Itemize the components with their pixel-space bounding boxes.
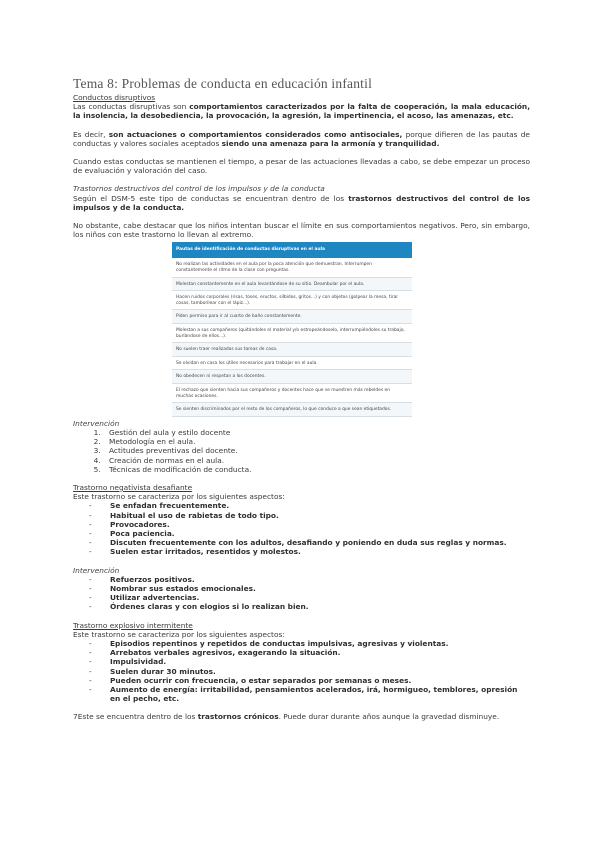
list-item: - Arrebatos verbales agresivos, exagerando la situación.	[89, 648, 530, 657]
table-row: Hacen ruidos corporales (risas, toses, eructos, silbidos, gritos...) y con objetos (golpear la mesa, tirar cosas, tamborilear con el lápiz...).	[172, 291, 412, 310]
paragraph-dsm5: Según el DSM-5 este tipo de conductas se encuentran dentro de los trastornos destructivos del control de los impulsos y de la conducta.	[73, 193, 530, 212]
section-heading-negativista: Trastorno negativista desafiante	[73, 482, 193, 492]
negativista-intro: Este trastorno se caracteriza por los siguientes aspectos:	[73, 492, 285, 502]
list-item: 5. Técnicas de modificación de conducta.	[103, 465, 530, 474]
list-item: 4. Creación de normas en el aula.	[103, 456, 530, 465]
table-row: Se olvidan en casa los útiles necesarios para trabajar en el aula.	[172, 357, 412, 371]
list-item: - Utilizar advertencias.	[89, 593, 530, 602]
table-row: Molestan constantemente en el aula levantándose de su sitio. Deambular por el aula.	[172, 278, 412, 292]
section-heading-explosivo: Trastorno explosivo intermitente	[73, 620, 193, 630]
table-row: No realizan las actividades en el aula por la poca atención que demuestran. Interrumpen constantemente el ritmo de la clase con preguntas.	[172, 258, 412, 277]
paragraph-no-obstante: No obstante, cabe destacar que los niños intentan buscar el límite en sus comportamientos negativos. Pero, sin embargo, los niños con este trastorno lo llevan al extremo.	[73, 221, 530, 240]
page-title: Tema 8: Problemas de conducta en educación infantil	[73, 76, 373, 91]
list-item: - Suelen estar irritados, resentidos y molestos.	[89, 547, 530, 556]
subheading-trastornos-destructivos: Trastornos destructivos del control de los impulsos y de la conducta	[73, 184, 325, 194]
list-item: - Discuten frecuentemente con los adultos, desafiando y poniendo en duda sus reglas y normas.	[89, 538, 530, 547]
list-item: - Refuerzos positivos.	[89, 575, 530, 584]
list-item: - Pueden ocurrir con frecuencia, o estar separados por semanas o meses.	[89, 676, 530, 685]
table-row: No obedecen ni respetan a los docentes.	[172, 370, 412, 384]
intervencion-heading-1: Intervención	[73, 418, 120, 428]
paragraph-evaluacion: Cuando estas conductas se mantienen el tiempo, a pesar de las actuaciones llevadas a cabo, se debe empezar un proceso de evaluación y valoración del caso.	[73, 157, 530, 176]
table-row: Piden permiso para ir al cuarto de baño constantemente.	[172, 310, 412, 324]
paragraph-es-decir: Es decir, son actuaciones o comportamientos considerados como antisociales, porque difieren de las pautas de conductas y valores sociales aceptados siendo una amenaza para la armonía y tranquilidad.	[73, 129, 530, 148]
list-item: - Episodios repentinos y repetidos de conductas impulsivas, agresivas y violentas.	[89, 639, 530, 648]
list-item: - Nombrar sus estados emocionales.	[89, 584, 530, 593]
explosivo-intro: Este trastorno se caracteriza por los siguientes aspectos:	[73, 629, 285, 639]
section-heading-disruptivas: Conductos disruptivos	[73, 93, 156, 102]
document-body	[73, 76, 530, 722]
table-row: Molestan a sus compañeros (quitándoles el material y/o estropeándoselo, interrumpiéndoles su trabajo, burlándose de ellos...).	[172, 324, 412, 343]
list-item: - Suelen durar 30 minutos.	[89, 667, 530, 676]
list-item: - Poca paciencia.	[89, 529, 530, 538]
list-item: 1. Gestión del aula y estilo docente	[103, 428, 530, 437]
table-row: El rechazo que sienten hacia sus compañeros y docentes hace que se muestren más rebeldes en muchas ocasiones.	[172, 384, 412, 403]
explosivo-list	[73, 639, 530, 703]
list-item: - Provocadores.	[89, 520, 530, 529]
intervencion-list-2	[73, 575, 530, 612]
list-item: - Aumento de energía: irritabilidad, pensamientos acelerados, irá, hormigueo, temblores, opresión en el pecho, etc.	[89, 685, 530, 703]
list-item: - Impulsividad.	[89, 657, 530, 666]
list-item: - Se enfadan frecuentemente.	[89, 501, 530, 510]
paragraph-definition: Las conductas disruptivas son comportamientos caracterizados por la falta de cooperación, la mala educación, la insolencia, la desobediencia, la provocación, la agresión, la impertinencia, el acoso, las amenazas, etc.	[73, 102, 531, 121]
table-row: Se sienten discriminados por el resto de los compañeros, lo que conduce a que sean etiquetados.	[172, 403, 412, 417]
list-item: 3. Actitudes preventivas del docente.	[103, 446, 530, 455]
negativista-list	[73, 501, 530, 556]
paragraph-closing: 7Este se encuentra dentro de los trastornos crónicos. Puede durar durante años aunque la gravedad disminuye.	[73, 712, 500, 722]
intervencion-heading-2: Intervención	[73, 565, 120, 575]
list-item: - Órdenes claras y con elogios si lo realizan bien.	[89, 602, 530, 611]
table-row: No suelen traer realizadas sus tareas de casa.	[172, 343, 412, 357]
list-item: 2. Metodología en el aula.	[103, 437, 530, 446]
table-body	[172, 258, 412, 416]
intervencion-list-1	[73, 428, 530, 474]
list-item: - Habitual el uso de rabietas de todo tipo.	[89, 511, 530, 520]
identification-table	[172, 242, 412, 416]
table-header: Pautas de identificación de conductas disruptivas en el aula	[172, 242, 412, 258]
